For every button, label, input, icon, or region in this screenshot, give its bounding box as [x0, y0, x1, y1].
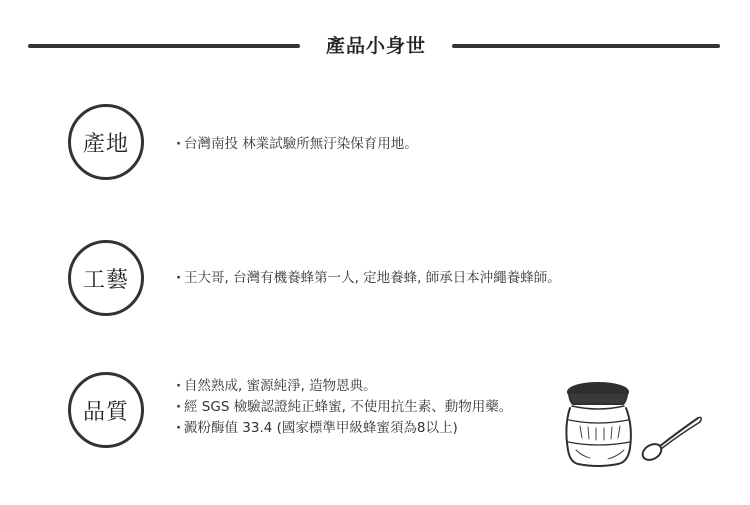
quality-text [176, 376, 512, 439]
section-header [0, 28, 750, 64]
quality-line-3: · 澱粉酶值 33.4 (國家標準甲級蜂蜜須為8以上) [176, 418, 512, 439]
quality-line-1: · 自然熟成, 蜜源純淨, 造物恩典。 [176, 376, 512, 397]
honey-jar-icon [566, 383, 631, 466]
page-title: 產品小身世 [325, 35, 426, 57]
quality-line-2: · 經 SGS 檢驗認證純正蜂蜜, 不使用抗生素、動物用藥。 [176, 397, 512, 418]
spoon-icon [640, 417, 701, 463]
origin-badge: 產地 [68, 104, 144, 180]
origin-line: · 台灣南投 林業試驗所無汙染保育用地。 [176, 134, 418, 155]
honey-illustration [560, 376, 710, 476]
quality-badge: 品質 [68, 372, 144, 448]
craft-line: · 王大哥, 台灣有機養蜂第一人, 定地養蜂, 師承日本沖繩養蜂師。 [176, 268, 561, 289]
craft-badge: 工藝 [68, 240, 144, 316]
header-rule-left [28, 44, 300, 48]
craft-text [176, 268, 561, 289]
origin-text [176, 134, 418, 155]
header-rule-right [452, 44, 720, 48]
